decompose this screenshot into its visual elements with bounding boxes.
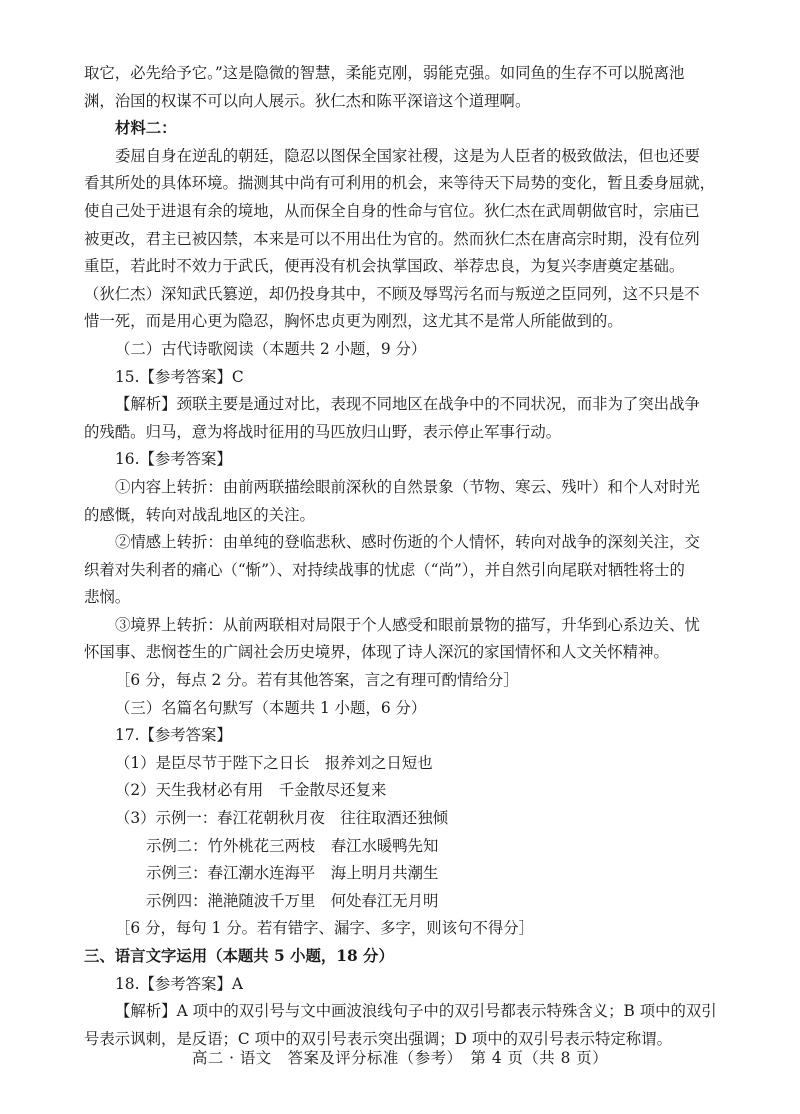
q17-scoring: ［6 分，每句 1 分。若有错字、漏字、多字，则该句不得分］: [115, 919, 535, 938]
material2-line: 委屈自身在逆乱的朝廷，隐忍以图保全国家社稷，这是为人臣者的极致做法，但也还要: [115, 146, 700, 165]
q16-point2-line: 织着对失利者的痛心（“惭”）、对持续战事的忧虑（“尚”），并自然引向尾联对牺牲将士的: [84, 560, 685, 579]
part3-heading: 三、语言文字运用（本题共 5 小题，18 分）: [84, 947, 394, 965]
q16-answer: 16.【参考答案】: [115, 450, 232, 469]
q17-answer: 17.【参考答案】: [115, 726, 232, 745]
q15-analysis-line: 【解析】颈联主要是通过对比，表现不同地区在战争中的不同状况，而非为了突出战争: [115, 395, 700, 414]
section2-heading: （二）古代诗歌阅读（本题共 2 小题，9 分）: [115, 339, 427, 358]
q17-item: （1）是臣尽节于陛下之日长 报养刘之日短也: [115, 753, 433, 772]
material2-line: 惜一死，而是用心更为隐忍，胸怀忠贞更为刚烈，这尤其不是常人所能做到的。: [84, 312, 623, 331]
q16-point2-line: 悲悯。: [84, 588, 131, 607]
material1-line: 取它，必先给予它。”这是隐微的智慧，柔能克刚，弱能克强。如同鱼的生存不可以脱离池: [84, 64, 685, 82]
material2-line: 被更改，君主已被囚禁，本来是可以不用出仕为官的。然而狄仁杰在唐高宗时期，没有位列: [84, 229, 700, 248]
q17-item: （2）天生我材必有用 千金散尽还复来: [115, 781, 387, 800]
q15-answer: 15.【参考答案】C: [115, 367, 244, 386]
answer-page: [84, 60, 724, 1053]
q17-example: 示例二：竹外桃花三两枝 春江水暖鸭先知: [146, 836, 439, 855]
q15-analysis-line: 的残酷。归马，意为将战时征用的马匹放归山野，表示停止军事行动。: [84, 422, 562, 441]
section3-heading: （三）名篇名句默写（本题共 1 小题，6 分）: [115, 698, 427, 717]
page-footer: 高二 · 语文 答案及评分标准（参考） 第 4 页（共 8 页）: [191, 1049, 609, 1067]
q17-example: 示例三：春江潮水连海平 海上明月共潮生: [146, 864, 439, 883]
q17-item: （3）示例一：春江花朝秋月夜 往往取酒还独倾: [115, 809, 448, 828]
q18-answer: 18.【参考答案】A: [115, 974, 243, 993]
material2-line: 看其所处的具体环境。揣测其中尚有可利用的机会，来等待天下局势的变化，暂且委身屈就，: [84, 174, 716, 193]
q16-point3-line: 怀国事、悲悯苍生的广阔社会历史境界，体现了诗人深沉的家国情怀和人文关怀精神。: [84, 643, 669, 662]
q16-point3-line: ③境界上转折：从前两联相对局限于个人感受和眼前景物的描写，升华到心系边关、忧: [115, 615, 700, 634]
q16-scoring: ［6 分，每点 2 分。若有其他答案，言之有理可酌情给分］: [115, 671, 519, 690]
material2-line: （狄仁杰）深知武氏篡逆，却仍投身其中，不顾及辱骂污名而与叛逆之臣同列，这不只是不: [84, 284, 700, 303]
q16-point1-line: 的感慨，转向对战乱地区的关注。: [84, 505, 315, 524]
material2-line: 重臣，若此时不效力于武氏，便再没有机会执掌国政、举荐忠良，为复兴李唐奠定基础。: [84, 257, 685, 276]
q17-example: 示例四：滟滟随波千万里 何处春江无月明: [146, 891, 439, 910]
q16-point1-line: ①内容上转折：由前两联描绘眼前深秋的自然景象（节物、寒云、残叶）和个人对时光: [115, 477, 700, 496]
q18-analysis-line: 号表示讽刺，是反语；C 项中的双引号表示突出强调；D 项中的双引号表示特定称谓。: [84, 1029, 672, 1048]
material2-heading: 材料二：: [115, 119, 177, 138]
q16-point2-line: ②情感上转折：由单纯的登临悲秋、感时伤逝的个人情怀，转向对战争的深刻关注，交: [115, 533, 700, 552]
material2-line: 使自己处于进退有余的境地，从而保全自身的性命与官位。狄仁杰在武周朝做官时，宗庙已: [84, 201, 700, 220]
material1-line: 渊，治国的权谋不可以向人展示。狄仁杰和陈平深谙这个道理啊。: [84, 91, 531, 110]
q18-analysis-line: 【解析】A 项中的双引号与文中画波浪线句子中的双引号都表示特殊含义；B 项中的双引: [115, 1002, 717, 1021]
